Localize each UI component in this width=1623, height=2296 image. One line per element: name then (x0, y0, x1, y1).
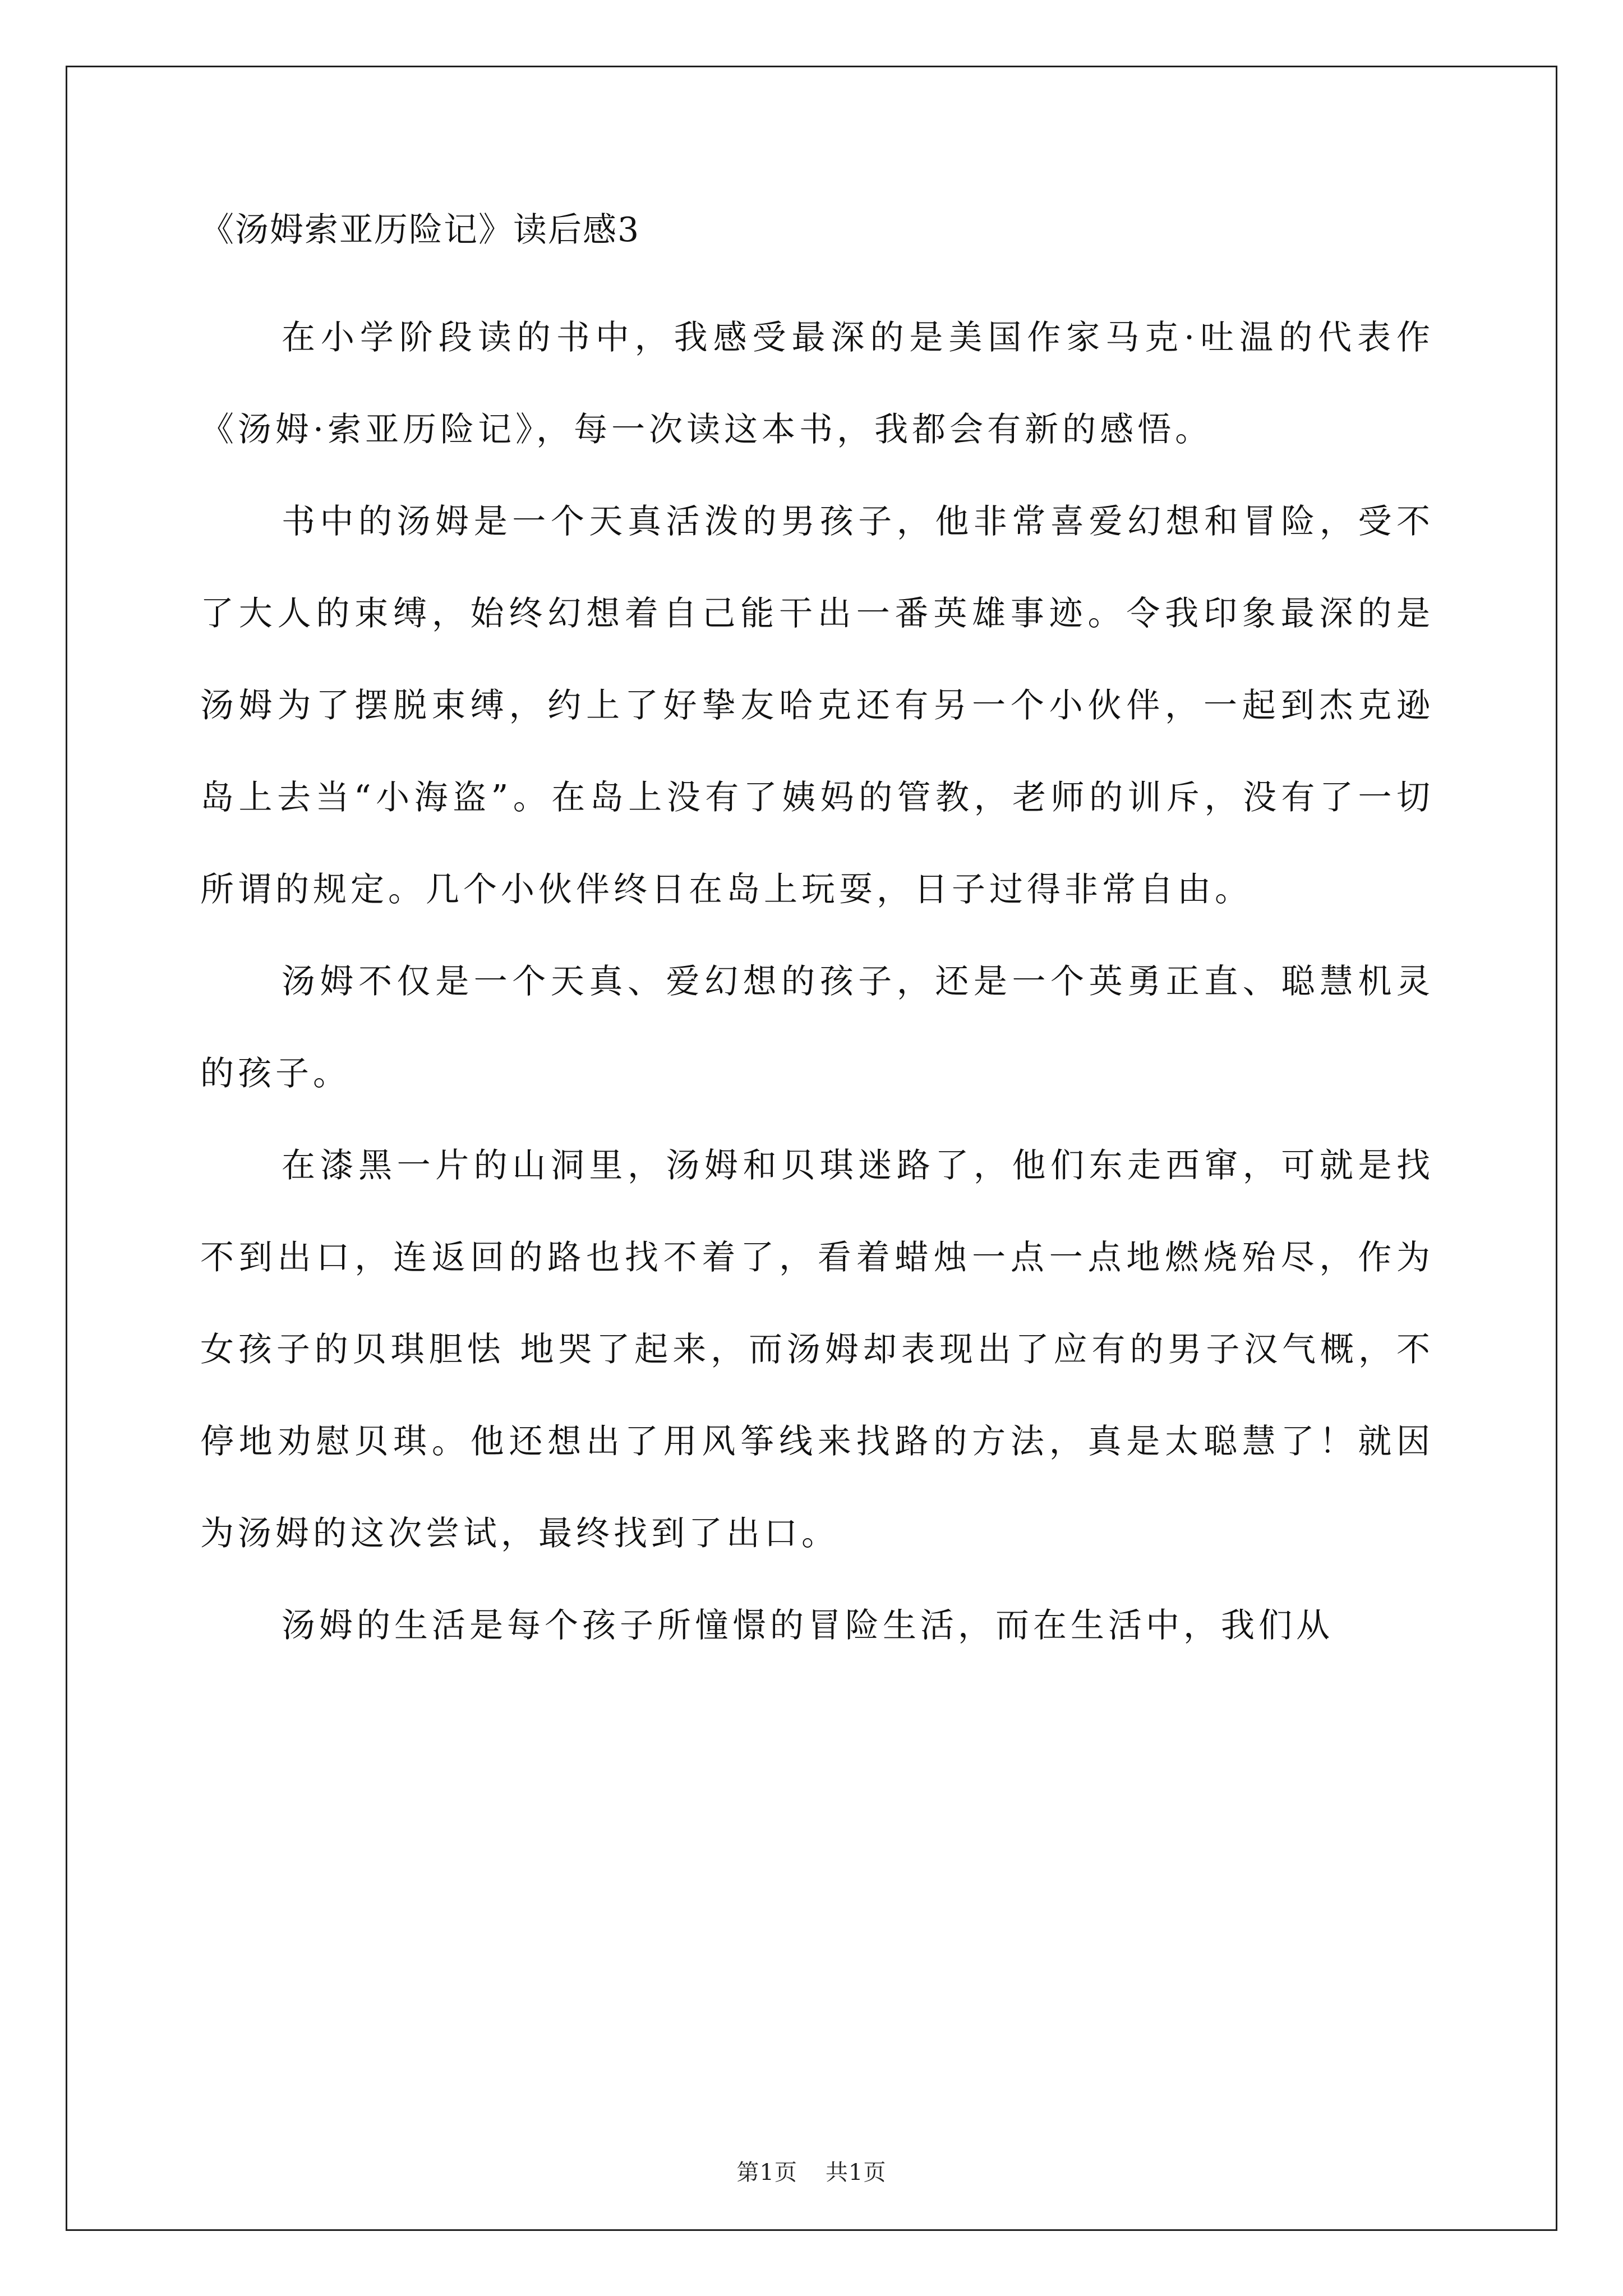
paragraph-2: 书中的汤姆是一个天真活泼的男孩子，他非常喜爱幻想和冒险，受不了大人的束缚，始终幻想着自己能干出一番英雄事迹。令我印象最深的是汤姆为了摆脱束缚，约上了好挚友哈克还有另一个小伙伴，一起到杰克逊岛上去当“小海盗”。在岛上没有了姨妈的管教，老师的训斥，没有了一切所谓的规定。几个小伙伴终日在岛上玩耍，日子过得非常自由。 (200, 502, 1434, 909)
paragraph-4: 在漆黑一片的山洞里，汤姆和贝琪迷路了，他们东走西窜，可就是找不到出口，连返回的路也找不着了，看着蜡烛一点一点地燃烧殆尽，作为女孩子的贝琪胆怯 地哭了起来，而汤姆却表现出了应有的男子汉气概，不停地劝慰贝琪。他还想出了用风筝线来找路的方法，真是太聪慧了！就因为汤姆的这次尝试，最终找到了出口。 (200, 1146, 1434, 1553)
page-footer (0, 2161, 1623, 2184)
page-number: 第1页 (736, 2160, 797, 2185)
paragraph-3: 汤姆不仅是一个天真、爱幻想的孩子，还是一个英勇正直、聪慧机灵的孩子。 (200, 962, 1434, 1093)
paragraph-5: 汤姆的生活是每个孩子所憧憬的冒险生活，而在生活中，我们从 (282, 1606, 1334, 1645)
paragraph-1: 在小学阶段读的书中，我感受最深的是美国作家马克·吐温的代表作《汤姆·索亚历险记》，每一次读这本书，我都会有新的感悟。 (200, 318, 1434, 449)
document-title: 《汤姆索亚历险记》读后感3 (200, 210, 640, 250)
document-body (200, 210, 1434, 1693)
page-count: 共1页 (826, 2160, 887, 2185)
